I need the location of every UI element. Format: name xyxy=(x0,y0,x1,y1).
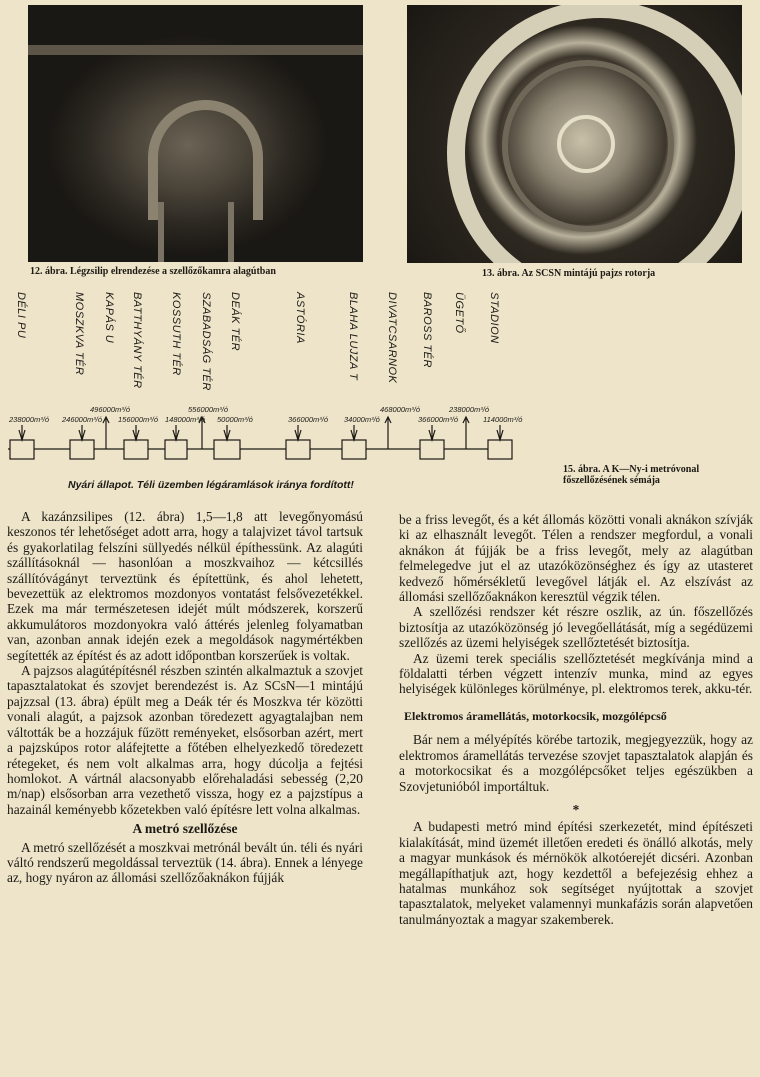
station-box xyxy=(488,440,512,459)
station-label: SZABADSÁG TÉR xyxy=(200,292,212,391)
flow-label: 148000m³/ó xyxy=(165,415,206,424)
paragraph: A metró szellőzését a moszkvai metrónál bevált ún. téli és nyári váltó rendszerű megoldással terveztük (14. ábra). Ennek a lényege az, hogy nyáron az állomási szellőzőaknákon fújják xyxy=(7,839,363,886)
left-column xyxy=(7,509,363,886)
station-label: BAROSS TÉR xyxy=(421,292,433,368)
station-box xyxy=(420,440,444,459)
station-label: BLAHA LUJZA T xyxy=(347,292,359,381)
flow-label: 34000m³/ó xyxy=(344,415,380,424)
station-label: ÜGETŐ xyxy=(453,292,465,334)
flow-label: 238000m³/ó xyxy=(9,415,50,424)
rotor-hub xyxy=(557,115,615,173)
flow-label: 556000m³/ó xyxy=(188,405,229,414)
flow-label: 50000m³/ó xyxy=(217,415,253,424)
figure-12-caption: 12. ábra. Légzsilip elrendezése a szellőzőkamra alagútban xyxy=(30,266,276,277)
section-heading-ventilation: A metró szellőzése xyxy=(132,821,238,837)
paragraph: Az üzemi terek speciális szellőztetését megkívánja mind a földalatti térben végzett intenzív munka, mind az egyes helyiségek különleges körülménye, pl. elektromos terek, akku-tér. xyxy=(399,650,753,697)
flow-label: 246000m³/ó xyxy=(62,415,103,424)
flow-label: 496000m³/ó xyxy=(90,405,131,414)
station-label: KAPÁS U xyxy=(103,292,115,344)
station-box xyxy=(286,440,310,459)
figure-12-photo xyxy=(28,5,363,262)
flow-label: 114000m³/ó xyxy=(483,415,523,424)
flow-label: 156000m³/ó xyxy=(118,415,159,424)
flow-label: 238000m³/ó xyxy=(449,405,490,414)
paragraph: A pajzsos alagútépítésnél részben szintén alkalmaztuk a szovjet tapasztalatokat és szovjet berendezést is. Az SCsN—1 mintájú pajzzsal (13. ábra) épült meg a Deák tér és Moszkva tér közötti vonali alagút, a pajzsok azonban töredezett agyagtalajban nem váltották be a hozzájuk fűzött reményeket, elsősorban azért, mert a pajzskúpos rotor aláfejtette a főtében elhelyezkedő töredezett rétegeket, és nem volt alkalmas arra, hogy dúcolja a fejtési homlokot. A vártnál alacsonyabb előrehaladási sebesség (2,20 m/nap) elsősorban arra vezethető vissza, hogy ez a pajzstípus a hazainál keményebb kőzetekben való építésre lett volna alkalmas. xyxy=(7,663,363,817)
photo-rail xyxy=(158,202,164,262)
figure-13-photo xyxy=(407,5,742,263)
station-label: ASTÓRIA xyxy=(294,292,306,344)
section-separator: * xyxy=(572,801,580,817)
station-box xyxy=(124,440,148,459)
station-label: MOSZKVA TÉR xyxy=(73,292,85,376)
figure-15-note: Nyári állapot. Téli üzemben légáramlások iránya fordított! xyxy=(68,479,354,491)
figure-13-caption: 13. ábra. Az SCSN mintájú pajzs rotorja xyxy=(482,268,656,279)
ventilation-scheme xyxy=(0,395,560,475)
station-box xyxy=(165,440,187,459)
station-box xyxy=(342,440,366,459)
right-column xyxy=(399,512,753,927)
figure-15-caption-line2: főszellőzésének sémája xyxy=(563,475,660,486)
flow-label: 468000m³/ó xyxy=(380,405,421,414)
station-label: STADION xyxy=(488,292,500,344)
paragraph: A szellőzési rendszer két részre oszlik, az ún. főszellőzés biztosítja az utazóközönség jó levegőellátását, míg a segédüzemi szellőzés az üzemi helyiségek szellőztetését biztosítja. xyxy=(399,604,753,651)
station-label: DIVATCSARNOK xyxy=(386,292,398,384)
paragraph: Bár nem a mélyépítés körébe tartozik, megjegyezzük, hogy az elektromos áramellátás tervezése szovjet tapasztalatok alapján és a motorkocsikat és a mozgólépcsőket teljes egészükben a Szovjetunióból importáltuk. xyxy=(399,732,753,794)
station-label: KOSSUTH TÉR xyxy=(170,292,182,376)
paragraph: A budapesti metró mind építési szerkezetét, mind építészeti kialakítását, mind üzemét illetően eredeti és önálló alkotás, mely a magyar munkások és mérnökök alkotóerejét dicséri. Azonban megállapíthatjuk azt, hogy kezdettől a befejezésig ehhez a hatalmas munkához sok segítséget nyújtottak a szovjet tapasztalatok, melyeket valamennyi munkafázis során alapvetően tanulmányoztak a magyar szakemberek. xyxy=(399,819,753,927)
station-label: DÉLI PU xyxy=(15,292,27,339)
flow-label: 366000m³/ó xyxy=(288,415,329,424)
station-label: DEÁK TÉR xyxy=(229,292,241,352)
paragraph: A kazánzsilipes (12. ábra) 1,5—1,8 att levegőnyomású keszonos tér lehetőséget adott arra, hogy a talajvizet távol tartsuk és gyakorlatilag felszíni süllyedés nélkül építhessünk. Az alagúti szállításoknál — hasonlóan a moszkvaihoz — kétcsillés szállítóvágányt terveztünk és építettünk, és ahol lehetett, bevezettük az elektromos mozdonyos vontatást felsővezetékkel. Ezek ma már természetesen idejét múlt módszerek, korszerű akkumulátoros mozdonyokra való áttérés jelenleg folyamatban van, azonban annak idején ezek a megoldások nagymértékben segítették az építést és az adott időpontban korszerűek is voltak. xyxy=(7,509,363,663)
figure-15-caption-line1: 15. ábra. A K—Ny-i metróvonal xyxy=(563,464,700,475)
flow-label: 366000m³/ó xyxy=(418,415,459,424)
photo-rail xyxy=(228,202,234,262)
section-heading-electric: Elektromos áramellátás, motorkocsik, mozgólépcső xyxy=(404,708,667,723)
paragraph: be a friss levegőt, és a két állomás közötti vonali aknákon szívják ki az elhasznált levegőt. Télen a rendszer megfordul, a vonali aknákon át fújják be a friss levegőt, mely az alagútban felmelegedve jut el az utazóközönséghez és így az utasteret kedvező hőmérsékletű levegővel látják el. Az elszívást az állomási szellőzőaknákon keresztül végzik télen. xyxy=(399,512,753,605)
airlock-arch xyxy=(148,100,263,220)
station-label: BATTHYÁNY TÉR xyxy=(131,292,143,389)
station-box xyxy=(214,440,240,459)
station-box xyxy=(10,440,34,459)
photo-pipe xyxy=(28,45,363,55)
station-box xyxy=(70,440,94,459)
